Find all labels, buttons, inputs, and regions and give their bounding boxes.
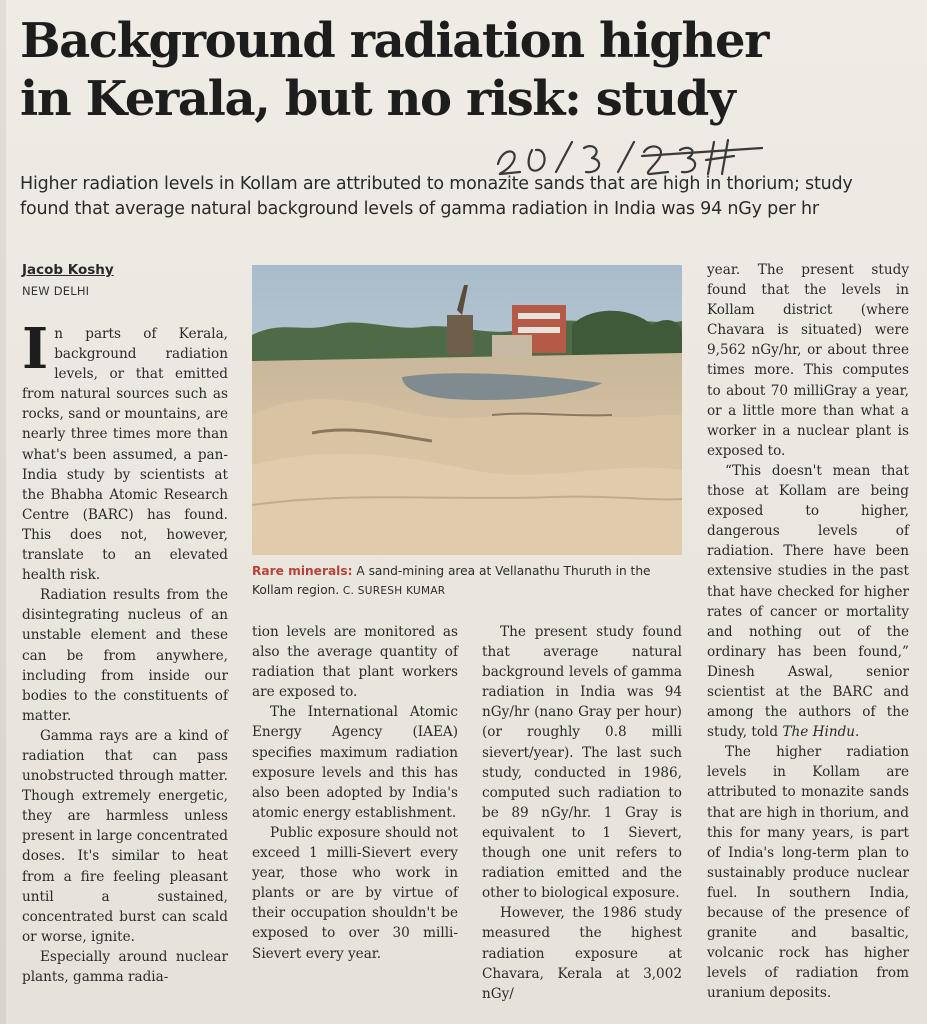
paragraph: However, the 1986 study measured the highest radiation exposure at Chavara, Kerala at 3,002 nGy/ — [482, 905, 682, 1002]
paragraph-lede — [22, 316, 228, 585]
headline — [20, 12, 900, 128]
paragraph: Public exposure should not exceed 1 milli-Sievert every year, those who work in plants or are by virtue of their occupation shouldn't be exposed to over 30 milli-Sievert every year. — [252, 824, 458, 962]
paragraph-quote — [707, 461, 909, 742]
left-edge-shadow — [0, 0, 6, 1024]
drop-cap: I — [22, 316, 49, 382]
paragraph: The higher radiation levels in Kollam are attributed to monazite sands that are high in thorium, and this for many years, is part of India's long-term plan to sustainably produce nuclear fuel. In southern India, because of the presence of granite and basaltic, volcanic rock has higher levels of radiation from uranium deposits. — [707, 744, 909, 1002]
article-column-2 — [252, 622, 458, 964]
paragraph: The International Atomic Energy Agency (IAEA) specifies maximum radiation exposure levels and this has also been adopted by India's atomic energy establishment. — [252, 704, 458, 821]
article-column-1 — [22, 316, 228, 987]
photo-caption — [252, 562, 682, 601]
article-column-4 — [707, 260, 909, 1003]
paragraph: Radiation results from the disintegrating nucleus of an unstable element and these can be from anywhere, including from inside our bodies to the constituents of matter. — [22, 587, 228, 724]
lede-text: n parts of Kerala, background radiation levels, or that emitted from natural sources such as rocks, sand or mountains, are nearly three times more than what's been assumed, a pan-India study by scientists at the Bhabha Atomic Research Centre (BARC) has found. This does not, however, translate to an elevated health risk. — [22, 326, 228, 584]
caption-text: A sand-mining area at Vellanathu Thuruth in the Kollam region. — [252, 564, 651, 597]
headline-line-2: in Kerala, but no risk: study — [20, 71, 735, 127]
paragraph: tion levels are monitored as also the average quantity of radiation that plant workers are exposed to. — [252, 624, 458, 701]
quote-end: . — [855, 724, 860, 741]
photo-sand-mining-area — [252, 265, 682, 555]
article-column-3 — [482, 622, 682, 1004]
paragraph: Gamma rays are a kind of radiation that can pass unobstructed through matter. Though extremely energetic, they are harmless unless present in large concentrated doses. It's similar to heat from a fire feeling pleasant until a sustained, concentrated burst can scald or worse, ignite. — [22, 727, 228, 945]
byline: Jacob Koshy — [22, 262, 114, 278]
photo-credit: C. SURESH KUMAR — [339, 585, 446, 597]
handwritten-date-text: 20/3/23 H — [492, 134, 498, 135]
paragraph: The present study found that average natural background levels of gamma radiation in India was 94 nGy/hr (nano Gray per hour) (or roughly 0.8 milli sievert/year). The last such study, conducted in 1986, computed such radiation to be 89 nGy/hr. 1 Gray is equivalent to 1 Sievert, though one unit refers to radiation emitted and the other to biological exposure. — [482, 624, 682, 902]
headline-line-1: Background radiation higher — [20, 13, 769, 69]
paragraph: year. The present study found that the levels in Kollam district (where Chavara is situated) were 9,562 nGy/hr, or about three times more. This computes to about 70 milliGray a year, or a little more than what a worker in a nuclear plant is exposed to. — [707, 262, 909, 459]
photo-illustration — [252, 265, 682, 555]
dateline: NEW DELHI — [22, 284, 90, 298]
subheadline-deck: Higher radiation levels in Kollam are attributed to monazite sands that are high in thorium; study found that average natural background levels of gamma radiation in India was 94 nGy per hr — [20, 174, 853, 219]
quote-text: “This doesn't mean that those at Kollam are being exposed to higher, dangerous levels of radiation. There have been extensive studies in the past that have checked for higher rates of cancer or mortality and nothing out of the ordinary has been found,” Dinesh Aswal, senior scientist at the BARC and among the authors of the study, told — [707, 462, 909, 741]
caption-label: Rare minerals: — [252, 564, 353, 578]
paragraph: Especially around nuclear plants, gamma radia- — [22, 948, 228, 985]
publication-name: The Hindu — [782, 724, 856, 741]
